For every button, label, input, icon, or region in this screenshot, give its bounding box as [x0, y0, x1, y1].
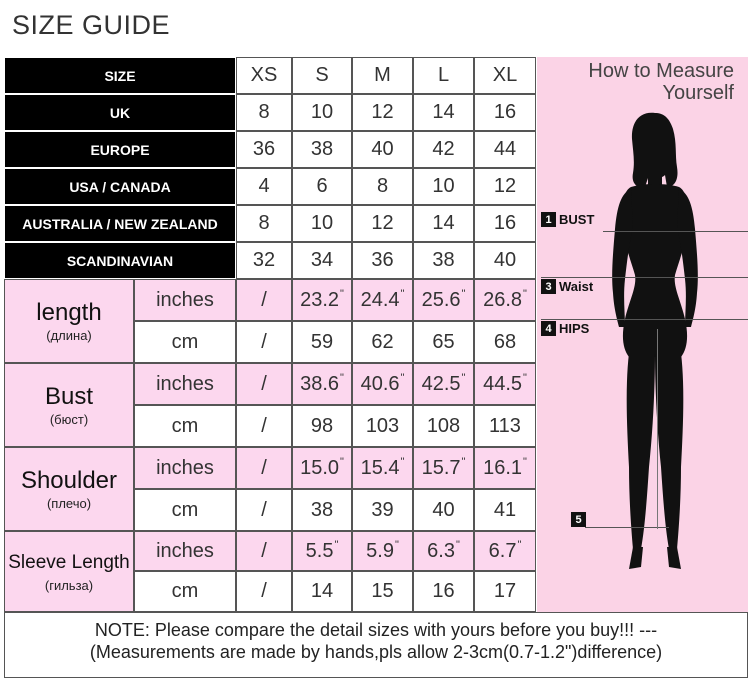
table-cell: 34: [292, 242, 352, 279]
table-cell: 6.7 ": [474, 531, 536, 571]
table-cell: 24.4 ": [352, 279, 413, 321]
table-cell: 98: [292, 405, 352, 447]
table-cell: 15.4 ": [352, 447, 413, 489]
length-guide-line: [657, 329, 658, 529]
measure-sublabel: (плечо): [46, 495, 92, 511]
size-s-header: S: [292, 57, 352, 94]
table-cell: 8: [236, 205, 292, 242]
table-cell: 10: [292, 205, 352, 242]
measure-sublabel: (гильза): [44, 578, 94, 593]
table-cell: 14: [413, 205, 474, 242]
size-xl-header: XL: [474, 57, 536, 94]
table-cell: 39: [352, 489, 413, 531]
table-cell: 44: [474, 131, 536, 168]
bust-line: [603, 231, 748, 232]
table-cell: 10: [413, 168, 474, 205]
table-cell: 103: [352, 405, 413, 447]
table-cell: 16: [474, 94, 536, 131]
table-cell: 8: [352, 168, 413, 205]
table-cell: 12: [352, 94, 413, 131]
table-cell: 16: [474, 205, 536, 242]
waist-line: [541, 277, 748, 278]
note-box: [4, 612, 748, 678]
table-cell: 36: [352, 242, 413, 279]
table-cell: /: [236, 321, 292, 363]
note-line-1: NOTE: Please compare the detail sizes with yours before you buy!!! ---: [94, 620, 658, 640]
table-cell: 40: [474, 242, 536, 279]
table-cell: 40: [413, 489, 474, 531]
table-cell: /: [236, 363, 292, 405]
unit-inches: inches: [134, 363, 236, 405]
table-cell: 15.0 ": [292, 447, 352, 489]
marker-waist: 3 Waist: [541, 279, 593, 294]
table-cell: /: [236, 531, 292, 571]
table-cell: /: [236, 447, 292, 489]
how-to-measure-panel: [537, 57, 748, 612]
table-cell: 6.3 ": [413, 531, 474, 571]
measure-name: length: [36, 298, 102, 326]
table-cell: /: [236, 571, 292, 612]
table-cell: 12: [474, 168, 536, 205]
table-cell: 14: [413, 94, 474, 131]
table-cell: 15.7 ": [413, 447, 474, 489]
unit-cm: cm: [134, 489, 236, 531]
unit-inches: inches: [134, 279, 236, 321]
table-cell: 5.5 ": [292, 531, 352, 571]
table-cell: 12: [352, 205, 413, 242]
table-cell: 17: [474, 571, 536, 612]
table-cell: 62: [352, 321, 413, 363]
measure-label-shoulder: [4, 447, 134, 531]
size-m-header: M: [352, 57, 413, 94]
table-cell: 8: [236, 94, 292, 131]
measure-name: Sleeve Length: [8, 552, 130, 573]
row-label-scandinavian: SCANDINAVIAN: [4, 242, 236, 279]
table-cell: 4: [236, 168, 292, 205]
table-cell: 38: [292, 489, 352, 531]
measure-name: Bust: [44, 382, 94, 410]
table-cell: 59: [292, 321, 352, 363]
header-size-label: SIZE: [4, 57, 236, 94]
unit-cm: cm: [134, 405, 236, 447]
table-cell: /: [236, 279, 292, 321]
table-cell: 10: [292, 94, 352, 131]
size-l-header: L: [413, 57, 474, 94]
table-cell: 16: [413, 571, 474, 612]
table-cell: 113: [474, 405, 536, 447]
marker-hips: 4 HIPS: [541, 321, 589, 336]
table-cell: 108: [413, 405, 474, 447]
measure-label-sleeve: [4, 531, 134, 612]
size-xs-header: XS: [236, 57, 292, 94]
measure-name: Shoulder: [20, 466, 118, 494]
table-cell: 38.6 ": [292, 363, 352, 405]
table-cell: /: [236, 405, 292, 447]
note-line-2: (Measurements are made by hands,pls allow 2-3cm(0.7-1.2")difference): [89, 642, 663, 662]
table-cell: 25.6 ": [413, 279, 474, 321]
measure-label-bust: [4, 363, 134, 447]
table-cell: /: [236, 489, 292, 531]
row-label-usa-canada: USA / CANADA: [4, 168, 236, 205]
unit-inches: inches: [134, 447, 236, 489]
row-label-australia-nz: AUSTRALIA / NEW ZEALAND: [4, 205, 236, 242]
row-label-uk: UK: [4, 94, 236, 131]
row-label-europe: EUROPE: [4, 131, 236, 168]
table-cell: 23.2 ": [292, 279, 352, 321]
table-cell: 15: [352, 571, 413, 612]
unit-cm: cm: [134, 571, 236, 612]
table-cell: 40: [352, 131, 413, 168]
table-cell: 44.5 ": [474, 363, 536, 405]
unit-cm: cm: [134, 321, 236, 363]
table-cell: 38: [292, 131, 352, 168]
table-cell: 38: [413, 242, 474, 279]
table-cell: 26.8 ": [474, 279, 536, 321]
how-to-measure-title: How to Measure Yourself: [588, 60, 734, 104]
measure-sublabel: (бюст): [49, 411, 89, 427]
table-cell: 42: [413, 131, 474, 168]
measure-label-length: [4, 279, 134, 363]
page-title: SIZE GUIDE: [12, 10, 171, 40]
table-cell: 36: [236, 131, 292, 168]
marker-five: 5: [571, 512, 589, 527]
table-cell: 14: [292, 571, 352, 612]
table-cell: 65: [413, 321, 474, 363]
table-cell: 68: [474, 321, 536, 363]
table-cell: 6: [292, 168, 352, 205]
unit-inches: inches: [134, 531, 236, 571]
table-cell: 42.5 ": [413, 363, 474, 405]
hips-line: [541, 319, 748, 320]
table-cell: 40.6 ": [352, 363, 413, 405]
measure-sublabel: (длина): [46, 327, 92, 343]
table-cell: 5.9 ": [352, 531, 413, 571]
table-cell: 32: [236, 242, 292, 279]
marker-bust: 1 BUST: [541, 212, 594, 227]
table-cell: 41: [474, 489, 536, 531]
table-cell: 16.1 ": [474, 447, 536, 489]
size-table: [4, 57, 536, 612]
